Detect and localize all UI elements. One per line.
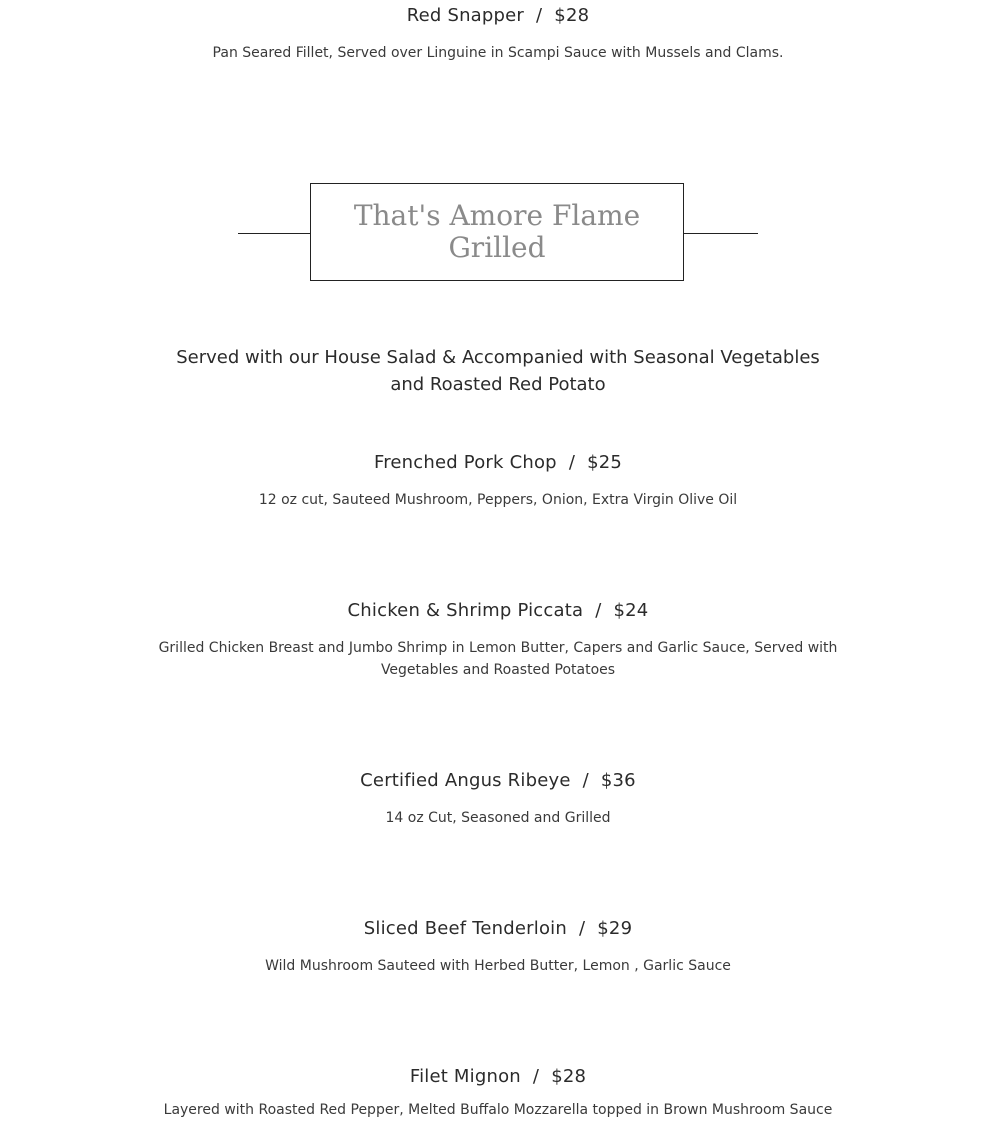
- menu-item-price: $25: [587, 452, 623, 473]
- menu-item-title: [0, 1066, 996, 1088]
- menu-item-description: 14 oz Cut, Seasoned and Grilled: [385, 810, 611, 826]
- menu-item-name: Sliced Beef Tenderloin: [363, 918, 567, 939]
- menu-item-name: Certified Angus Ribeye: [360, 770, 571, 791]
- menu-item-name: Red Snapper: [406, 5, 525, 26]
- menu-item-description: Layered with Roasted Red Pepper, Melted Buffalo Mozzarella topped in Brown Mushroom Sauce: [163, 1102, 833, 1118]
- menu-item-name: Frenched Pork Chop: [373, 452, 557, 473]
- header-rule-right: [684, 233, 758, 234]
- menu-item-price: $28: [551, 1066, 587, 1087]
- menu-item-price: $29: [597, 918, 633, 939]
- section-header-box: [310, 183, 684, 281]
- menu-item-title: [0, 600, 996, 622]
- menu-item-title: [0, 770, 996, 792]
- section-subtitle: Served with our House Salad & Accompanied with Seasonal Vegetables and Roasted Red Potato: [176, 347, 820, 395]
- price-separator: /: [568, 452, 576, 473]
- menu-item-name: Filet Mignon: [409, 1066, 521, 1087]
- menu-item-price: $28: [554, 5, 590, 26]
- menu-item-description: Wild Mushroom Sauteed with Herbed Butter, Lemon , Garlic Sauce: [265, 958, 731, 974]
- price-separator: /: [536, 5, 543, 26]
- menu-item-name: Chicken & Shrimp Piccata: [347, 600, 584, 621]
- menu-item-price: $36: [600, 770, 636, 791]
- section-title: That's Amore Flame Grilled: [353, 199, 641, 264]
- price-separator: /: [532, 1066, 540, 1087]
- price-separator: /: [579, 918, 586, 939]
- menu-item-description: Pan Seared Fillet, Served over Linguine in Scampi Sauce with Mussels and Clams.: [212, 45, 784, 61]
- menu-item-title: [0, 452, 996, 474]
- menu-item-description: 12 oz cut, Sauteed Mushroom, Peppers, Onion, Extra Virgin Olive Oil: [258, 492, 738, 508]
- menu-item-price: $24: [613, 600, 649, 621]
- price-separator: /: [582, 770, 589, 791]
- menu-item-title: [0, 918, 996, 940]
- header-rule-left: [238, 233, 310, 234]
- price-separator: /: [595, 600, 602, 621]
- menu-item-description: Grilled Chicken Breast and Jumbo Shrimp in Lemon Butter, Capers and Garlic Sauce, Served with Vegetables and Roasted Potatoes: [158, 640, 838, 678]
- menu-item-title-red-snapper: [0, 5, 996, 27]
